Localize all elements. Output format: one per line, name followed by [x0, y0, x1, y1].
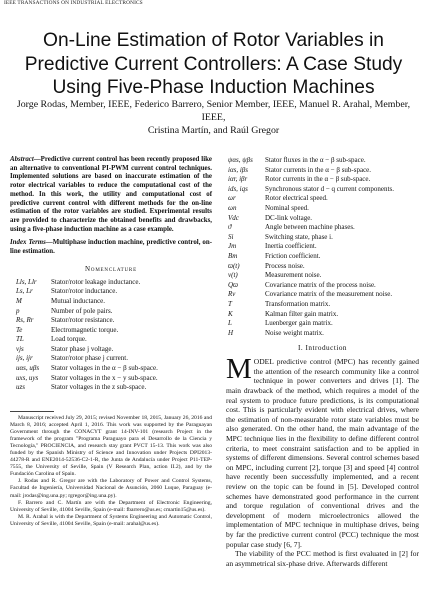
nomenclature-symbol: ϖ(t) — [228, 261, 240, 270]
footnote-rule — [10, 411, 54, 412]
nomenclature-symbol: ν(t) — [228, 271, 238, 280]
nomenclature-row — [226, 204, 419, 214]
nomenclature-heading: Nomenclature — [85, 264, 137, 273]
nomenclature-symbol: vjs — [16, 344, 24, 353]
nomenclature-description: Process noise. — [265, 261, 305, 270]
nomenclature-description: Synchronous stator d − q current components. — [265, 184, 394, 193]
nomenclature-row — [226, 194, 419, 204]
nomenclature-description: Mutual inductance. — [51, 296, 106, 305]
nomenclature-symbol: Rs, Rr — [16, 316, 34, 325]
nomenclature-row — [226, 310, 419, 320]
abstract-text: —Predictive current control has been recently proposed like an alternative to conventional PI-PWM current control techniques. Implemented solutions are based on inaccurate estimation of the rotor electrical variables to reduce the computational cost of the method. In this work, the utility and computational cost of predictive current control with different methods for the on-line estimation of the rotor variables are studied. Experimental results are provided to characterize the obtained benefits and drawbacks, using a five-phase induction machine as a case example. — [10, 156, 212, 233]
nomenclature-row — [10, 364, 212, 374]
nomenclature-description: Rotor electrical speed. — [265, 194, 328, 203]
nomenclature-row — [10, 307, 212, 317]
nomenclature-symbol: Lls, Llr — [16, 277, 37, 286]
nomenclature-symbol: ωr — [228, 194, 236, 203]
nomenclature-description: Covariance matrix of the measurement noise. — [265, 290, 393, 299]
nomenclature-row — [226, 262, 419, 272]
drop-cap: M — [226, 353, 252, 386]
nomenclature-row — [10, 326, 212, 336]
nomenclature-symbol: Ls, Lr — [16, 287, 33, 296]
nomenclature-list-right — [226, 156, 419, 338]
footnote-barrero-martin: F. Barrero and C. Martín are with the Department of Electronic Engineering, University of Seville, 41004 Seville, Spain (e-mail: fbarrero@us.es; cmartin15@us.es). — [10, 499, 212, 513]
nomenclature-symbol: Qϖ — [228, 280, 238, 289]
nomenclature-description: Switching state, phase i. — [265, 232, 333, 241]
nomenclature-symbol: TL — [16, 335, 24, 344]
nomenclature-row — [226, 223, 419, 233]
footnotes — [10, 415, 212, 528]
nomenclature-row — [226, 185, 419, 195]
section-heading-introduction: I. Introduction — [297, 344, 348, 353]
abstract-label: Abstract — [10, 156, 34, 163]
nomenclature-description: Kalman filter gain matrix. — [265, 309, 339, 318]
author-list — [10, 98, 417, 137]
nomenclature-symbol: Si — [228, 232, 234, 241]
nomenclature-symbol: K — [228, 309, 233, 318]
nomenclature-symbol: H — [228, 328, 234, 337]
nomenclature-row — [226, 319, 419, 329]
nomenclature-row — [226, 175, 419, 185]
nomenclature-row — [10, 287, 212, 297]
nomenclature-symbol: ids, iqs — [228, 184, 248, 193]
footnote-arahal: M. R. Arahal is with the Department of Systems Engineering and Automatic Control, University of Seville, 41004 Seville, Spain (e-mail: arahal@us.es). — [10, 513, 212, 527]
footnote-manuscript: Manuscript received July 29, 2015; revised November 18, 2015, January 26, 2016 and March 8, 2016; accepted April 1, 2016. This work was supported by the Paraguayan Government through the CONACYT grant 14-INV-101 (research Project in the framework of the program "Programa Paraguayo para el Desarrollo de la Ciencia y Tecnología," PROCIENCIA, and research stay grant PVCT 15-13. This work was also funded by the Spanish Ministry of Science and Innovation under Projects DPI2013-44278-R and ENE2014-52536-C2-1-R, the Junta de Andalucía under Project P11-TEP-7555, the University of Seville, Spain (V Research Plan, action II.2), and by the Fundación Carolina of Spain. — [10, 415, 212, 478]
nomenclature-row — [10, 354, 212, 364]
nomenclature-row — [10, 335, 212, 345]
nomenclature-description: Stator voltages in the α − β sub-space. — [51, 364, 158, 373]
nomenclature-description: Stator/rotor inductance. — [51, 287, 118, 296]
nomenclature-symbol: Te — [16, 325, 23, 334]
nomenclature-symbol: Jm — [228, 242, 237, 251]
paper-title: On-Line Estimation of Rotor Variables in Predictive Current Controllers: A Case Study Using Five-Phase Induction Machines — [24, 30, 403, 99]
intro-paragraph-2: The viability of the PCC method is first evaluated in [2] for an asymmetrical six-phase drive. Afterwards different — [226, 549, 419, 568]
nomenclature-description: Stator/rotor resistance. — [51, 316, 115, 325]
nomenclature-description: Noise weight matrix. — [265, 328, 324, 337]
nomenclature-description: Stator/rotor phase j current. — [51, 354, 128, 363]
nomenclature-description: Electromagnetic torque. — [51, 325, 119, 334]
nomenclature-row — [226, 281, 419, 291]
nomenclature-description: Friction coefficient. — [265, 251, 321, 260]
nomenclature-description: Stator fluxes in the α − β sub-space. — [265, 156, 366, 164]
index-terms-label: Index Terms — [10, 239, 46, 247]
authors-line-2: Cristina Martín, and Raúl Gregor — [147, 125, 280, 136]
nomenclature-list-left — [10, 278, 212, 393]
nomenclature-description: Angle between machine phases. — [265, 223, 355, 232]
nomenclature-description: Stator voltages in the z sub-space. — [51, 383, 147, 392]
nomenclature-description: Load torque. — [51, 335, 87, 344]
nomenclature-description: Stator/rotor leakage inductance. — [51, 277, 141, 286]
abstract — [10, 156, 212, 234]
intro-paragraph-1-text: ODEL predictive control (MPC) has recently gained the attention of the research community like a control technique in power converters and drives [1]. The main drawback of the method, which requires a model of the real system to produce future predictions, is its computational cost. This is particularly evident with electrical drives, where the estimation of non-measurable rotor state variables must be also generated. On the other hand, the main advantage of the MPC technique lies in the flexibility to define different control criteria, to meet constraint satisfaction and to be applied in systems of different dimensions. Several control schemes based on MPC, including current [2], torque [3] and speed [4] control have recently been successfully implemented, and a recent review on the topic can be found in [5]. Developed control schemes have demonstrated good performance in the current and torque regulation of conventional drives and the development of modern microelectronics allowed the implementation of MPC technique in multiphase drives, being by far the predictive current control (PCC) technique the most popular case study [6, 7]. — [226, 357, 419, 549]
nomenclature-symbol: iαs, iβs — [228, 165, 248, 174]
nomenclature-row — [10, 374, 212, 384]
nomenclature-description: Stator currents in the α − β sub-space. — [265, 165, 372, 174]
nomenclature-row — [10, 297, 212, 307]
nomenclature-description: Luenberger gain matrix. — [265, 319, 333, 328]
nomenclature-row — [226, 156, 419, 166]
nomenclature-description: Stator phase j voltage. — [51, 344, 114, 353]
nomenclature-row — [226, 329, 419, 339]
nomenclature-symbol: L — [228, 319, 232, 328]
nomenclature-row — [226, 300, 419, 310]
right-column — [226, 156, 419, 568]
nomenclature-description: Nominal speed. — [265, 203, 309, 212]
nomenclature-description: Measurement noise. — [265, 271, 322, 280]
nomenclature-symbol: ϑ — [228, 223, 232, 232]
intro-paragraph-1 — [226, 353, 419, 549]
nomenclature-symbol: uαs, uβs — [16, 364, 40, 373]
nomenclature-row — [10, 383, 212, 393]
index-terms-text: —Multiphase induction machine, predictive control, on-line estimation. — [10, 239, 212, 256]
index-terms — [10, 239, 212, 256]
authors-line-1: Jorge Rodas, Member, IEEE, Federico Barrero, Senior Member, IEEE, Manuel R. Arahal, Member, IEEE, — [16, 99, 411, 123]
nomenclature-description: Inertia coefficient. — [265, 242, 317, 251]
nomenclature-description: Transformation matrix. — [265, 299, 331, 308]
nomenclature-row — [226, 252, 419, 262]
nomenclature-row — [226, 290, 419, 300]
nomenclature-symbol: ψαs, ψβs — [228, 156, 253, 164]
nomenclature-symbol: T — [228, 299, 232, 308]
nomenclature-symbol: p — [16, 306, 20, 315]
nomenclature-row — [226, 271, 419, 281]
nomenclature-symbol: M — [16, 296, 22, 305]
nomenclature-description: DC-link voltage. — [265, 213, 313, 222]
nomenclature-row — [10, 316, 212, 326]
nomenclature-row — [10, 345, 212, 355]
nomenclature-symbol: iαr, iβr — [228, 175, 248, 184]
nomenclature-description: Rotor currents in the α − β sub-space. — [265, 175, 371, 184]
left-column — [10, 156, 212, 393]
nomenclature-row — [226, 166, 419, 176]
nomenclature-symbol: Vdc — [228, 213, 239, 222]
nomenclature-description: Stator voltages in the x − y sub-space. — [51, 373, 158, 382]
nomenclature-row — [226, 214, 419, 224]
journal-header: IEEE TRANSACTIONS ON INDUSTRIAL ELECTRONICS — [4, 0, 143, 6]
nomenclature-description: Number of pole pairs. — [51, 306, 113, 315]
nomenclature-row — [10, 278, 212, 288]
nomenclature-symbol: Rν — [228, 290, 236, 299]
footnote-rodas-gregor: J. Rodas and R. Gregor are with the Laboratory of Power and Control Systems, Facultad de Ingeniería, Universidad Nacional de Asunción, 2060 Luque, Paraguay (e-mail: jrodas@ing.una.py; rgregor@ing.una.py). — [10, 478, 212, 499]
nomenclature-row — [226, 242, 419, 252]
nomenclature-symbol: ωn — [228, 203, 237, 212]
nomenclature-description: Covariance matrix of the process noise. — [265, 280, 376, 289]
nomenclature-row — [226, 233, 419, 243]
nomenclature-symbol: Bm — [228, 251, 238, 260]
nomenclature-symbol: uzs — [16, 383, 25, 392]
nomenclature-symbol: uxs, uys — [16, 373, 39, 382]
nomenclature-symbol: ijs, ijr — [16, 354, 33, 363]
